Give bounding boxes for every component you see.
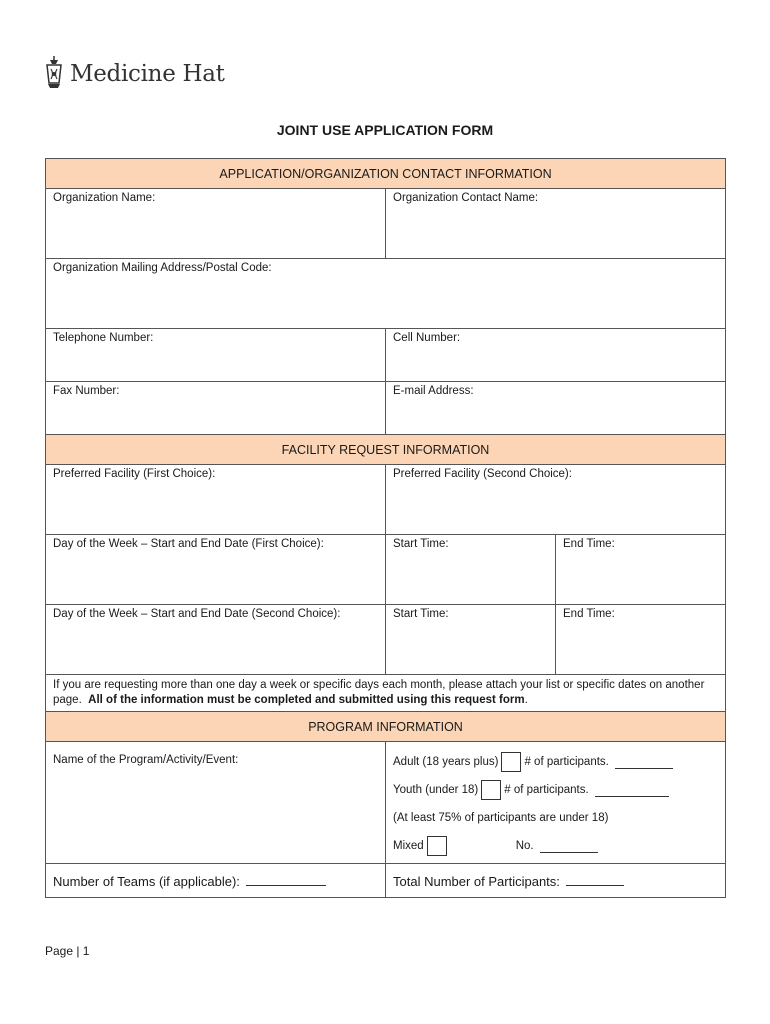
email-field[interactable] [386,382,726,435]
end-time-second-label: End Time: [563,608,615,620]
contact-section-header-row [46,159,726,189]
teams-cell [46,864,386,898]
total-participants-cell [386,864,726,898]
telephone-field[interactable] [46,329,386,382]
day-first-choice-field[interactable] [46,535,386,605]
preferred-facility-row [46,465,726,535]
youth-checkbox[interactable] [481,780,501,800]
attachment-note-text: If you are requesting more than one day a week or specific days each month, please attach your list or specific dates on another page. [53,679,705,706]
fax-label: Fax Number: [53,385,120,397]
organization-name-label: Organization Name: [53,192,156,204]
end-time-second-field[interactable] [556,605,726,675]
adult-checkbox[interactable] [501,752,521,772]
attachment-note-row [46,675,726,712]
attachment-note-end: . [524,694,528,706]
program-name-field[interactable] [46,742,386,864]
youth-note-line [393,804,718,832]
program-name-label: Name of the Program/Activity/Event: [53,754,239,766]
organization-row [46,189,726,259]
teams-blank[interactable] [246,873,326,886]
program-details-row [46,742,726,864]
start-time-second-field[interactable] [386,605,556,675]
mixed-no-label: No. [515,840,534,852]
mixed-checkbox[interactable] [427,836,447,856]
organization-name-field[interactable] [46,189,386,259]
cell-field[interactable] [386,329,726,382]
total-participants-blank[interactable] [566,873,624,886]
total-participants-label: Total Number of Participants: [393,873,560,889]
participant-category-cell [386,742,726,864]
end-time-first-field[interactable] [556,535,726,605]
mixed-no-blank[interactable] [540,840,598,853]
mixed-line [393,832,718,860]
adult-line [393,748,718,776]
form-title: JOINT USE APPLICATION FORM [276,122,494,138]
lantern-crest-icon [44,55,64,93]
day-second-choice-field[interactable] [46,605,386,675]
teams-label: Number of Teams (if applicable): [53,873,240,889]
start-time-first-field[interactable] [386,535,556,605]
logo [44,54,225,94]
preferred-facility-second-label: Preferred Facility (Second Choice): [393,468,572,480]
program-section-header: PROGRAM INFORMATION [46,712,726,742]
start-time-second-label: Start Time: [393,608,449,620]
cell-label: Cell Number: [393,332,461,344]
organization-contact-name-label: Organization Contact Name: [393,192,539,204]
page-number: Page | 1 [45,944,90,958]
youth-label: Youth (under 18) [393,784,479,796]
mailing-address-row [46,259,726,329]
telephone-label: Telephone Number: [53,332,154,344]
attachment-note [46,675,726,712]
logo-text: Medicine Hat [70,61,225,87]
youth-note: (At least 75% of participants are under 18) [393,812,609,824]
preferred-facility-first-field[interactable] [46,465,386,535]
attachment-note-bold: All of the information must be completed and submitted using this request form [88,694,525,706]
program-section-header-row [46,712,726,742]
contact-section-header: APPLICATION/ORGANIZATION CONTACT INFORMATION [46,159,726,189]
schedule-second-row [46,605,726,675]
mailing-address-field[interactable] [46,259,726,329]
day-first-choice-label: Day of the Week – Start and End Date (First Choice): [53,538,324,550]
youth-count-label: # of participants. [504,784,589,796]
mixed-label: Mixed [393,840,424,852]
fax-field[interactable] [46,382,386,435]
organization-contact-name-field[interactable] [386,189,726,259]
adult-count-blank[interactable] [615,756,673,769]
start-time-first-label: Start Time: [393,538,449,550]
youth-count-blank[interactable] [595,784,669,797]
day-second-choice-label: Day of the Week – Start and End Date (Second Choice): [53,608,341,620]
facility-section-header-row [46,435,726,465]
phone-row [46,329,726,382]
facility-section-header: FACILITY REQUEST INFORMATION [46,435,726,465]
adult-count-label: # of participants. [524,756,609,768]
fax-email-row [46,382,726,435]
mailing-address-label: Organization Mailing Address/Postal Code: [53,262,272,274]
application-form-table [45,158,726,898]
adult-label: Adult (18 years plus) [393,756,499,768]
end-time-first-label: End Time: [563,538,615,550]
preferred-facility-first-label: Preferred Facility (First Choice): [53,468,216,480]
schedule-first-row [46,535,726,605]
youth-line [393,776,718,804]
teams-row [46,864,726,898]
preferred-facility-second-field[interactable] [386,465,726,535]
email-label: E-mail Address: [393,385,474,397]
